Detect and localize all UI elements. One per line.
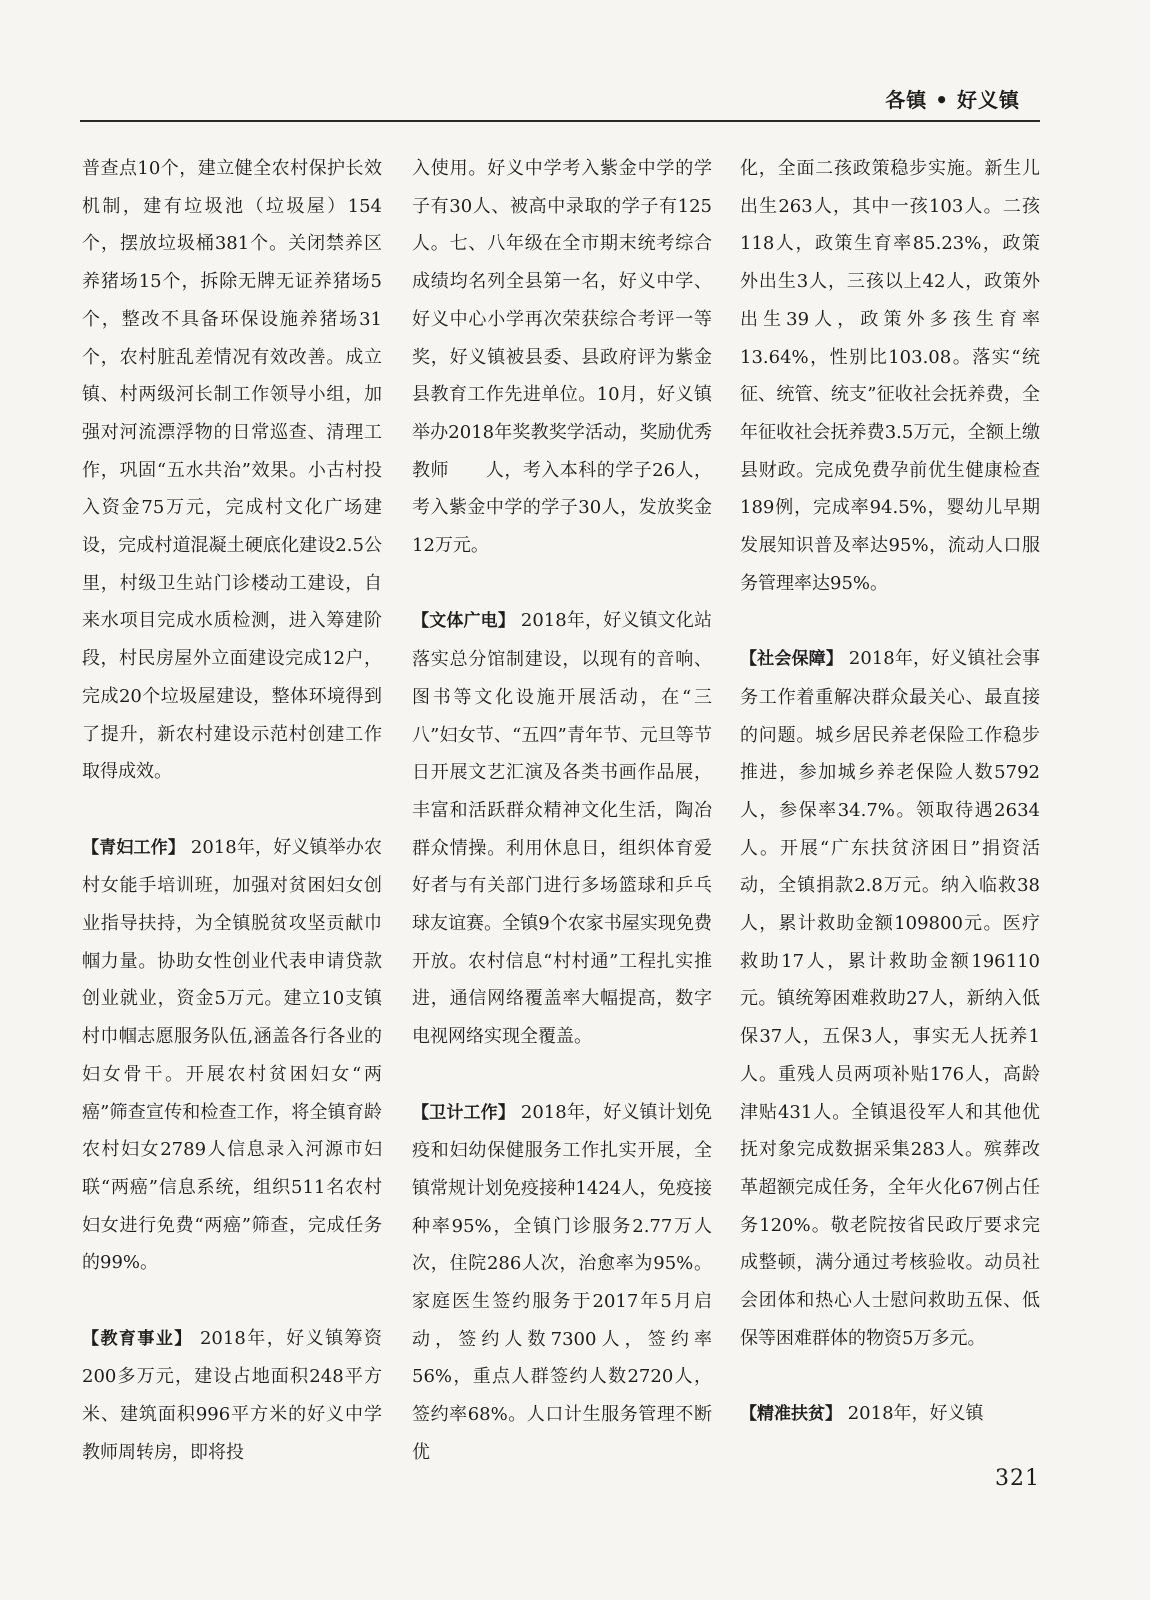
column-2 (412, 150, 712, 1472)
paragraph-health-cont (740, 150, 1040, 602)
header-rule (80, 120, 1040, 122)
column-3 (740, 150, 1040, 1434)
paragraph-text: 2018年，好义镇举办农村女能手培训班，加强对贫困妇女创业指导扶持，为全镇脱贫攻坚贡献巾帼力量。协助女性创业代表申请贷款创业就业，资金5万元。建立10支镇村巾帼志愿服务队伍,涵盖各行各业的妇女骨干。开展农村贫困妇女“两癌”筛查宣传和检查工作，将全镇育龄农村妇女2789人信息录入河源市妇联“两癌”信息系统，组织511名农村妇女进行免费“两癌”筛查，完成任务的99%。 (82, 836, 383, 1274)
paragraph-environment (82, 150, 382, 791)
paragraph-health-family (412, 1094, 712, 1472)
paragraph-text: 2018年，好义镇 (842, 1403, 984, 1425)
paragraph-youth-women (82, 829, 382, 1282)
section-heading: 【青妇工作】 (82, 837, 185, 858)
paragraph-education-cont (412, 150, 712, 565)
column-1 (82, 150, 382, 1472)
paragraph-text: 普查点10个，建立健全农村保护长效机制，建有垃圾池（垃圾屋）154个，摆放垃圾桶381个。关闭禁养区养猪场15个，拆除无牌无证养猪场5个，整改不具备环保设施养猪场31个，农村脏乱差情况有效改善。成立镇、村两级河长制工作领导小组，加强对河流漂浮物的日常巡查、清理工作，巩固“五水共治”效果。小古村投入资金75万元，完成村文化广场建设，完成村道混凝土硬底化建设2.5公里，村级卫生站门诊楼动工建设，自来水项目完成水质检测，进入筹建阶段，村民房屋外立面建设完成12户，完成20个垃圾屋建设，整体环境得到了提升，新农村建设示范村创建工作取得成效。 (82, 158, 382, 783)
section-heading: 【卫计工作】 (412, 1102, 515, 1123)
paragraph-text: 入使用。好义中学考入紫金中学的学子有30人、被高中录取的学子有125人。七、八年级在全市期末统考综合成绩均名列全县第一名，好义中学、好义中心小学再次荣获综合考评一等奖，好义镇被县委、县政府评为紫金县教育工作先进单位。10月，好义镇举办2018年奖教奖学活动，奖励优秀教师 人，考入本科的学子26人，考入紫金中学的学子30人，发放奖金12万元。 (412, 158, 712, 557)
running-head: 各镇 • 好义镇 (885, 88, 1020, 112)
section-heading: 【教育事业】 (82, 1328, 193, 1349)
paragraph-culture-sports (412, 602, 712, 1055)
page-number: 321 (995, 1466, 1040, 1491)
paragraph-text: 2018年，好义镇计划免疫和妇幼保健服务工作扎实开展，全镇常规计划免疫接种1424人，免疫接种率95%，全镇门诊服务2.77万人次，住院286人次，治愈率为95%。家庭医生签约服务于2017年5月启动，签约人数7300人，签约率56%，重点人群签约人数2720人，签约率68%。人口计生服务管理不断优 (412, 1101, 713, 1463)
paragraph-social-security (740, 640, 1040, 1357)
paragraph-poverty-alleviation (740, 1395, 1040, 1434)
section-heading: 【精准扶贫】 (740, 1404, 842, 1425)
paragraph-education (82, 1320, 382, 1472)
paragraph-text: 化，全面二孩政策稳步实施。新生儿出生263人，其中一孩103人。二孩118人，政策生育率85.23%，政策外出生3人，三孩以上42人，政策外出生39人，政策外多孩生育率13.64%，性别比103.08。落实“统征、统管、统支”征收社会抚养费，全年征收社会抚养费3.5万元，全额上缴县财政。完成免费孕前优生健康检查189例，完成率94.5%，婴幼儿早期发展知识普及率达95%，流动人口服务管理率达95%。 (740, 158, 1040, 594)
paragraph-text: 2018年，好义镇筹资200多万元，建设占地面积248平方米、建筑面积996平方米的好义中学教师周转房，即将投 (82, 1327, 383, 1463)
paragraph-text: 2018年，好义镇社会事务工作着重解决群众最关心、最直接的问题。城乡居民养老保险工作稳步推进，参加城乡养老保险人数5792人，参保率34.7%。领取待遇2634人。开展“广东扶贫济困日”捐资活动，全镇捐款2.8万元。纳入临救38人，累计救助金额109800元。医疗救助17人，累计救助金额196110元。镇统筹困难救助27人，新纳入低保37人，五保3人，事实无人抚养1人。重残人员两项补贴176人，高龄津贴431人。全镇退役军人和其他优抚对象完成数据采集283人。殡葬改革超额完成任务，全年火化67例占任务120%。敬老院按省民政厅要求完成整顿，满分通过考核验收。动员社会团体和热心人士慰问救助五保、低保等困难群体的物资5万多元。 (740, 648, 1041, 1349)
paragraph-text: 2018年，好义镇文化站落实总分馆制建设，以现有的音响、图书等文化设施开展活动，在“三八”妇女节、“五四”青年节、元旦等节日开展文艺汇演及各类书画作品展，丰富和活跃群众精神文化生活，陶冶群众情操。利用休息日，组织体育爱好者与有关部门进行多场篮球和乒乓球友谊赛。全镇9个农家书屋实现免费开放。农村信息“村村通”工程扎实推进，通信网络覆盖率大幅提高，数字电视网络实现全覆盖。 (412, 610, 713, 1048)
section-heading: 【文体广电】 (412, 611, 515, 632)
section-heading: 【社会保障】 (740, 649, 843, 670)
